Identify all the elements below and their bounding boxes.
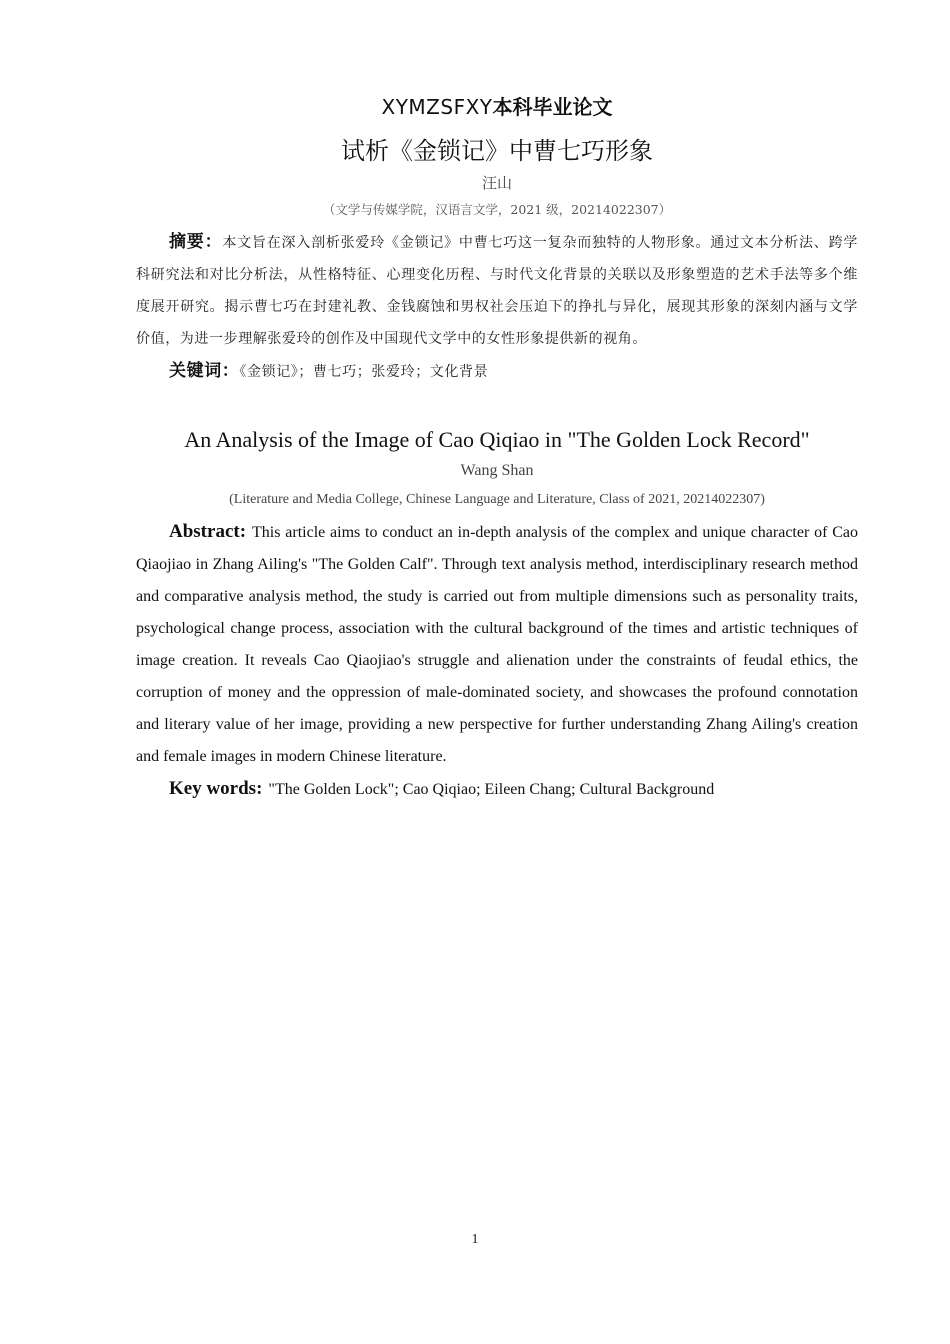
chinese-abstract <box>136 226 858 355</box>
page-number: 1 <box>471 1232 479 1247</box>
chinese-keywords-label: 关键词： <box>169 361 240 381</box>
english-abstract <box>136 516 858 773</box>
english-abstract-label: Abstract: <box>169 521 247 542</box>
chinese-title: 试析《金锁记》中曹七巧形象 <box>341 137 653 165</box>
chinese-affiliation: （文学与传媒学院，汉语言文学，2021 级，20214022307） <box>322 202 672 217</box>
chinese-author: 汪山 <box>481 174 512 192</box>
chinese-keywords <box>136 355 858 388</box>
chinese-abstract-text: 本文旨在深入剖析张爱玲《金锁记》中曹七巧这一复杂而独特的人物形象。通过文本分析法、跨学科研究法和对比分析法，从性格特征、心理变化历程、与时代文化背景的关联以及形象塑造的艺术手法等多个维度展开研究。揭示曹七巧在封建礼教、金钱腐蚀和男权社会压迫下的挣扎与异化，展现其形象的深刻内涵与文学价值，为进一步理解张爱玲的创作及中国现代文学中的女性形象提供新的视角。 <box>136 235 858 347</box>
english-keywords <box>136 773 858 806</box>
header-school-code: XYMZSFXY <box>381 95 493 119</box>
thesis-header <box>136 92 858 122</box>
english-affiliation: (Literature and Media College, Chinese Language and Literature, Class of 2021, 20214022307) <box>229 492 765 507</box>
english-keywords-text: "The Golden Lock"; Cao Qiqiao; Eileen Chang; Cultural Background <box>268 781 715 798</box>
english-title: An Analysis of the Image of Cao Qiqiao in "The Golden Lock Record" <box>184 427 810 452</box>
chinese-keywords-text: 《金锁记》；曹七巧；张爱玲；文化背景 <box>239 364 489 380</box>
english-keywords-label: Key words: <box>169 778 263 799</box>
page-content <box>136 92 858 806</box>
english-abstract-text: This article aims to conduct an in-depth analysis of the complex and unique character of Cao Qiaojiao in Zhang Ailing's "The Golden Calf". Through text analysis method, interdisciplinary research method and comparative analysis method, the study is carried out from multiple dimensions such as personality traits, psychological change process, association with the cultural background of the times and artistic techniques of image creation. It reveals Cao Qiaojiao's struggle and alienation under the constraints of feudal ethics, the corruption of money and the oppression of male-dominated society, and showcases the profound connotation and literary value of her image, providing a new perspective for further understanding Zhang Ailing's creation and female images in modern Chinese literature. <box>136 524 858 765</box>
header-thesis-type: 本科毕业论文 <box>492 95 613 119</box>
english-author: Wang Shan <box>460 462 534 479</box>
chinese-abstract-label: 摘要： <box>169 232 223 252</box>
